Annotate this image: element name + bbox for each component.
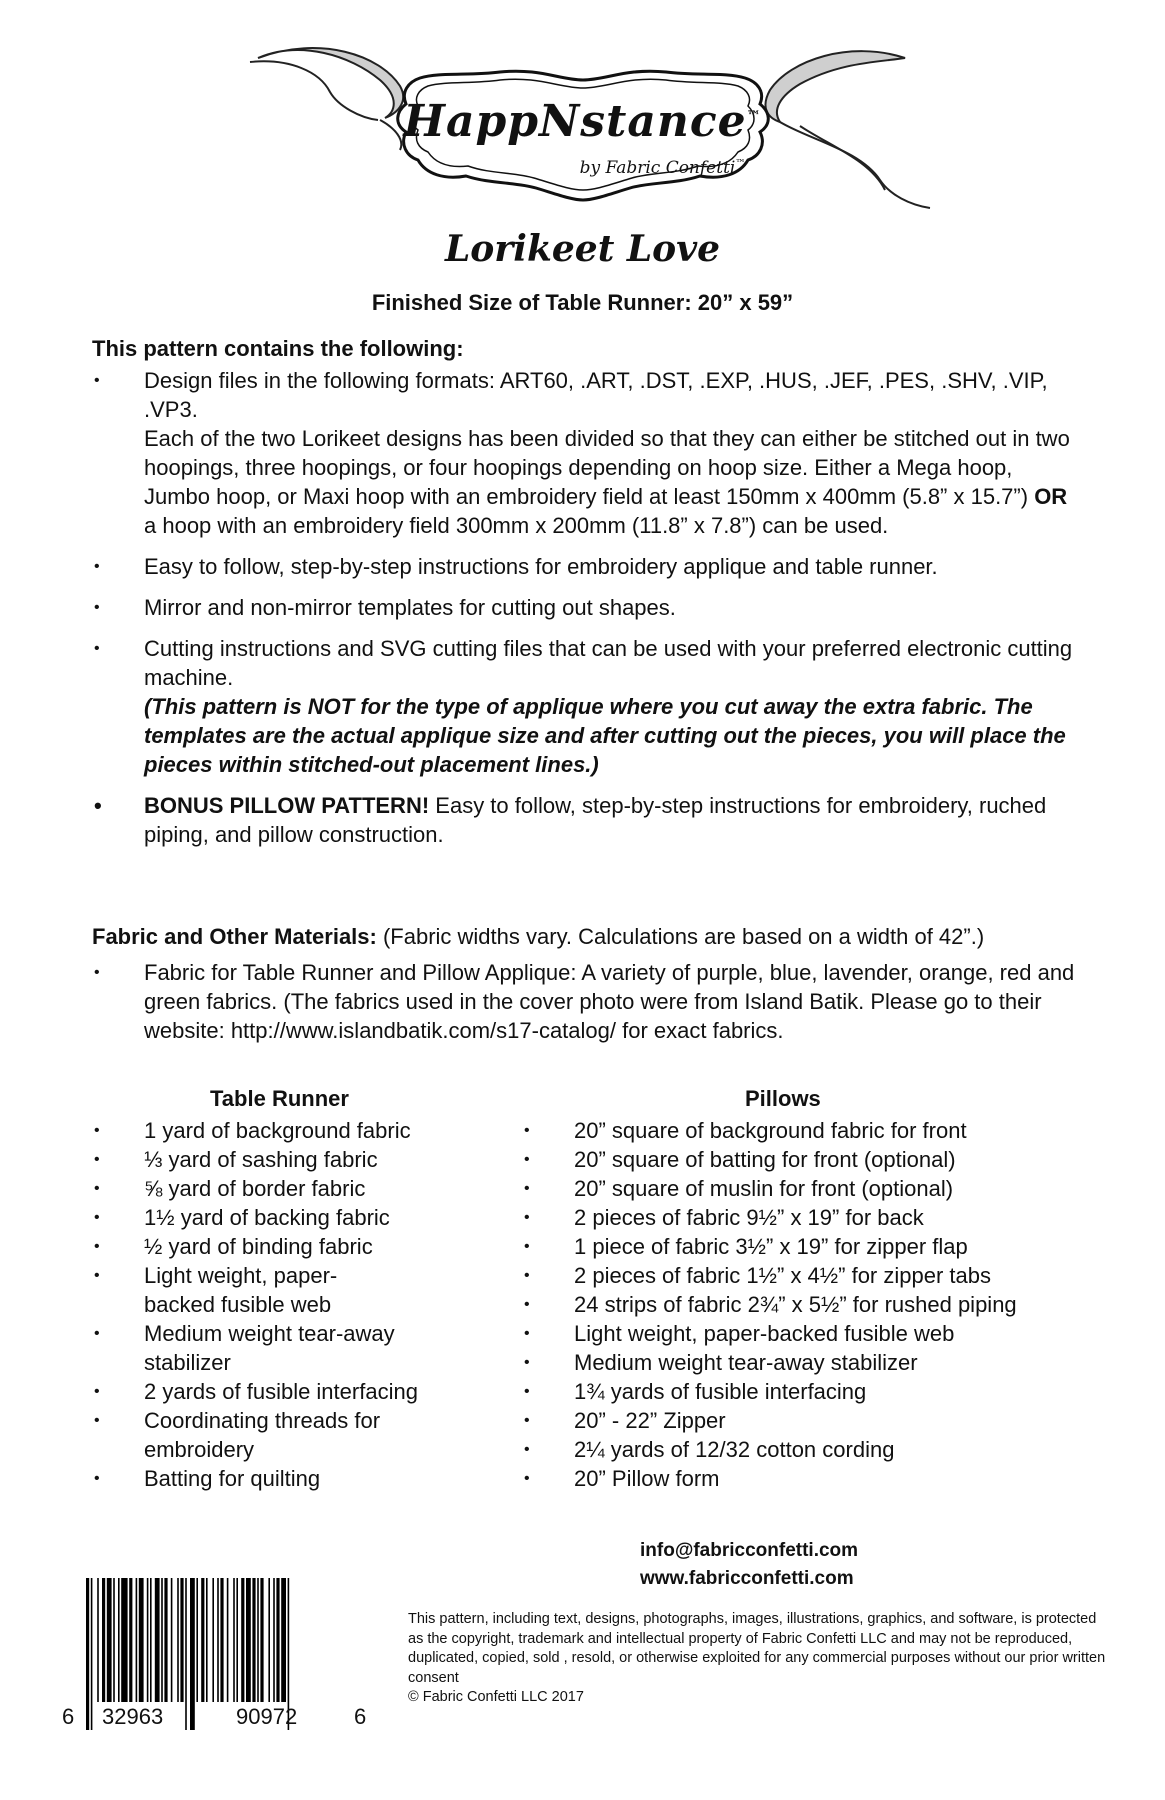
barcode-bar	[236, 1578, 238, 1702]
materials-heading	[92, 924, 984, 950]
barcode-bar	[220, 1578, 223, 1702]
list-item: • 2 pieces of fabric 1½” x 4½” for zipper tabs	[522, 1261, 1122, 1290]
list-item: • 24 strips of fabric 2¾” x 5½” for rushed piping	[522, 1290, 1122, 1319]
list-item: • 20” square of muslin for front (optional)	[522, 1174, 1122, 1203]
list-item: • ½ yard of binding fabric	[92, 1232, 472, 1261]
brand-by-tm: ™	[735, 158, 746, 170]
list-item: • Medium weight tear-away stabilizer	[522, 1348, 1122, 1377]
barcode-bar	[155, 1578, 160, 1702]
barcode-bar	[118, 1578, 120, 1702]
brand-tm: ™	[746, 108, 762, 125]
barcode-bar	[260, 1578, 263, 1702]
barcode-bar	[206, 1578, 208, 1702]
brand-byline	[0, 158, 1165, 178]
barcode-digits-left: 32963	[102, 1704, 164, 1729]
barcode-bar	[102, 1578, 105, 1702]
barcode-bar	[276, 1578, 279, 1702]
barcode-bar	[86, 1578, 89, 1730]
barcode-bar	[257, 1578, 259, 1702]
list-item: • 1½ yard of backing fabric	[92, 1203, 472, 1232]
barcode-bar	[177, 1578, 179, 1702]
list-item: • ⅝ yard of border fabric	[92, 1174, 472, 1203]
barcode	[62, 1578, 370, 1736]
barcode-bar	[252, 1578, 255, 1702]
list-item: • Batting for quilting	[92, 1464, 472, 1493]
contents-heading: This pattern contains the following:	[92, 336, 464, 361]
fabric-description: Fabric for Table Runner and Pillow Applique: A variety of purple, blue, lavender, orange, red and green fabrics. (The fabrics used in the cover photo were from Island Batik. Please go to their website: http://www.islandbatik.com/s17-catalog/ for exact fabrics.	[144, 960, 1075, 1043]
barcode-bar	[201, 1578, 204, 1702]
barcode-bar	[91, 1578, 93, 1730]
barcode-bar	[185, 1578, 187, 1730]
barcode-bar	[233, 1578, 235, 1702]
barcode-bar	[97, 1578, 99, 1702]
list-item: • 20” square of batting for front (optional)	[522, 1145, 1122, 1174]
list-item	[92, 593, 1082, 622]
list-item: • 20” - 22” Zipper	[522, 1406, 1122, 1435]
copyright-text: © Fabric Confetti LLC 2017	[408, 1689, 584, 1705]
list-item: • Light weight, paper-backed fusible web	[522, 1319, 1122, 1348]
list-item	[92, 552, 1082, 581]
list-item: • 1¾ yards of fusible interfacing	[522, 1377, 1122, 1406]
instructions-text: Easy to follow, step-by-step instructions for embroidery applique and table runner.	[144, 554, 938, 579]
list-item: • 2 yards of fusible interfacing	[92, 1377, 472, 1406]
list-item	[92, 958, 1082, 1045]
table-runner-heading: Table Runner	[210, 1086, 349, 1111]
barcode-bar	[150, 1578, 152, 1702]
table-runner-list	[92, 1116, 472, 1493]
cutting-text: • Cutting instructions and SVG cutting files that can be used with your preferred electronic cutting machine.	[144, 636, 1073, 690]
list-item: • 1 yard of background fabric	[92, 1116, 472, 1145]
legal-text: This pattern, including text, designs, photographs, images, illustrations, graphics, and software, is protected as the copyright, trademark and intellectual property of Fabric Confetti LLC and may not be reproduced, duplicated, copied, sold , resold, or otherwise exploited for any commercial purposes without our prior written consent	[408, 1611, 1106, 1686]
design-files-text: • Design files in the following formats: ART60, .ART, .DST, .EXP, .HUS, .JEF, .PES, .SHV, .VIP, .VP3.	[144, 368, 1048, 422]
list-item: • Coordinating threads for embroidery	[92, 1406, 434, 1464]
legal-notice	[408, 1610, 1108, 1708]
pillows-heading: Pillows	[745, 1086, 821, 1111]
barcode-bar	[281, 1578, 286, 1702]
barcode-bar	[241, 1578, 244, 1702]
brand-name	[0, 96, 1165, 147]
barcode-bar	[246, 1578, 251, 1702]
barcode-bar	[217, 1578, 219, 1702]
hooping-text-c: a hoop with an embroidery field 300mm x 200mm (11.8” x 7.8”) can be used.	[144, 513, 889, 538]
brand-logo	[0, 0, 1165, 225]
list-item	[92, 791, 1082, 849]
barcode-bar	[129, 1578, 132, 1702]
contact-email[interactable]: info@fabricconfetti.com	[640, 1540, 859, 1561]
templates-text: Mirror and non-mirror templates for cutting out shapes.	[144, 595, 676, 620]
bonus-text: Easy to follow, step-by-step instructions for embroidery, ruched piping, and pillow construction.	[144, 793, 1047, 847]
list-item	[92, 634, 1082, 779]
materials-heading-text: Fabric and Other Materials:	[92, 924, 377, 949]
barcode-digit-first: 6	[62, 1704, 75, 1729]
barcode-bar	[164, 1578, 167, 1702]
contact-website[interactable]: www.fabricconfetti.com	[640, 1568, 854, 1589]
list-item: • 1 piece of fabric 3½” x 19” for zipper flap	[522, 1232, 1122, 1261]
list-item: • 20” square of background fabric for front	[522, 1116, 1122, 1145]
hooping-or: OR	[1034, 484, 1068, 509]
list-item	[92, 366, 1082, 540]
bonus-label: BONUS PILLOW PATTERN!	[144, 793, 430, 818]
contents-list	[92, 366, 1082, 861]
list-item: • 2¼ yards of 12/32 cotton cording	[522, 1435, 1122, 1464]
barcode-digits-right: 90972	[236, 1704, 298, 1729]
brand-byline-text: by Fabric Confetti	[579, 158, 736, 178]
brand-name-text: HappNstance	[403, 96, 747, 147]
barcode-bar	[180, 1578, 183, 1702]
barcode-bar	[196, 1578, 198, 1702]
barcode-bar	[268, 1578, 270, 1702]
list-item: • Medium weight tear-away stabilizer	[92, 1319, 424, 1377]
barcode-bar	[161, 1578, 163, 1702]
barcode-bar	[136, 1578, 138, 1702]
materials-note: (Fabric widths vary. Calculations are based on a width of 42”.)	[376, 924, 985, 949]
list-item: • Light weight, paper-backed fusible web	[92, 1261, 404, 1319]
finished-size: Finished Size of Table Runner: 20” x 59”	[371, 290, 794, 315]
barcode-bar	[171, 1578, 173, 1702]
list-item: • 20” Pillow form	[522, 1464, 1122, 1493]
barcode-digit-last: 6	[354, 1704, 367, 1729]
cutting-note: (This pattern is NOT for the type of applique where you cut away the extra fabric. The templates are the actual applique size and after cutting out the pieces, you will place the pieces within stitched-out placement lines.)	[144, 694, 1066, 777]
barcode-bar	[227, 1578, 229, 1702]
hooping-text-a: Each of the two Lorikeet designs has been divided so that they can either be stitched out in two hoopings, three hoopings, or four hoopings depending on hoop size. Either a Mega hoop, Jumbo hoop, or Maxi hoop with an embroidery field at least 150mm x 400mm (5.8” x 15.7”)	[144, 426, 1070, 509]
barcode-bar	[273, 1578, 275, 1702]
pattern-title: Lorikeet Love	[444, 228, 721, 270]
barcode-bar	[147, 1578, 149, 1702]
barcode-bar	[212, 1578, 214, 1702]
barcode-bar	[113, 1578, 115, 1702]
barcode-bar	[121, 1578, 127, 1702]
barcode-bar	[190, 1578, 195, 1730]
materials-list	[92, 958, 1082, 1057]
pillows-list	[522, 1116, 1122, 1493]
barcode-bar	[139, 1578, 144, 1702]
list-item: • ⅓ yard of sashing fabric	[92, 1145, 472, 1174]
barcode-bar	[107, 1578, 112, 1702]
hooping-text	[144, 424, 1082, 540]
list-item: • 2 pieces of fabric 9½” x 19” for back	[522, 1203, 1122, 1232]
